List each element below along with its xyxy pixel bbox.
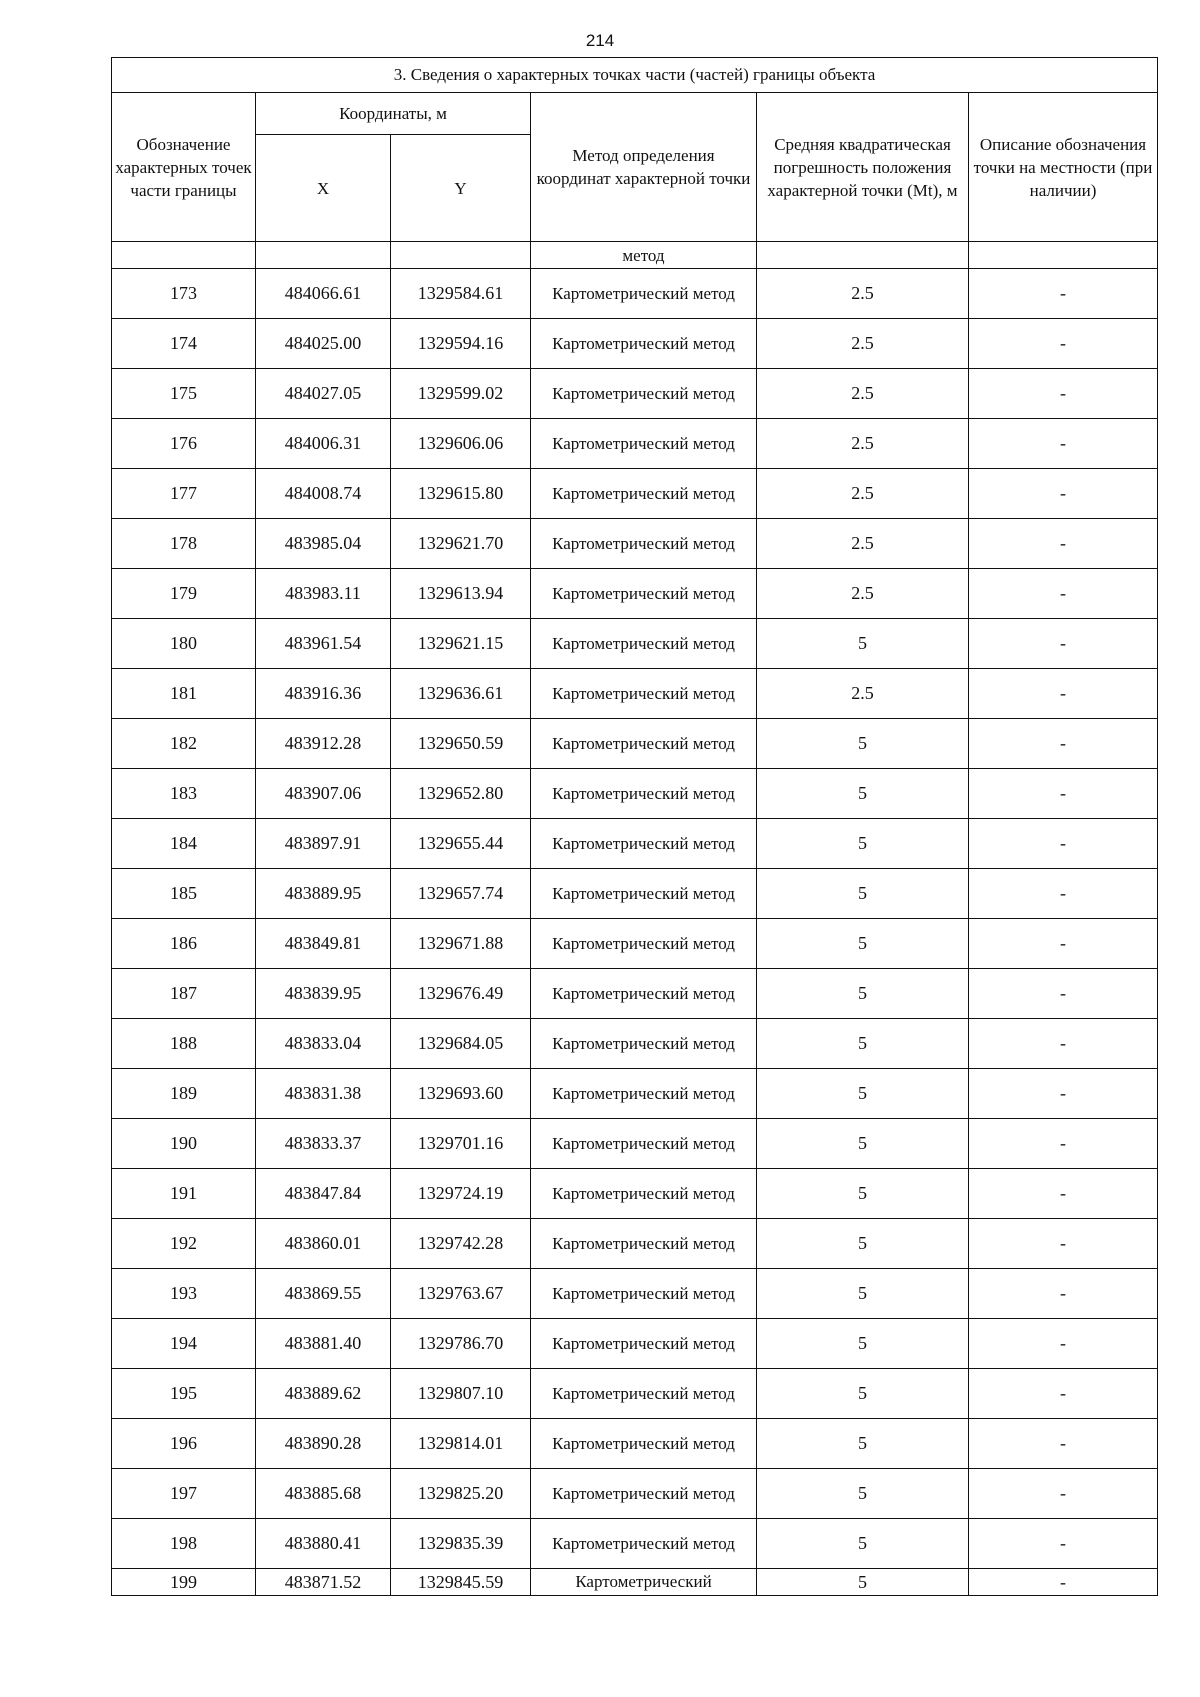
cell-y: 1329676.49 <box>391 969 531 1019</box>
table-row <box>112 1519 1158 1569</box>
cell-point: 179 <box>112 569 256 619</box>
cell-x: 484066.61 <box>256 269 391 319</box>
cell-description: - <box>969 869 1158 919</box>
cell-x: 483871.52 <box>256 1569 391 1596</box>
cell-error: 5 <box>757 619 969 669</box>
cell-description: - <box>969 819 1158 869</box>
cell-error: 5 <box>757 1119 969 1169</box>
cell-y: 1329599.02 <box>391 369 531 419</box>
cell-point: 195 <box>112 1369 256 1419</box>
cell-method: Картометрический метод <box>531 619 757 669</box>
cell-error: 2.5 <box>757 519 969 569</box>
cell-error: 5 <box>757 1469 969 1519</box>
cell-y: 1329615.80 <box>391 469 531 519</box>
header-description: Описание обозначения точки на местности (при наличии) <box>969 93 1158 242</box>
cell-point: 183 <box>112 769 256 819</box>
cell-description: - <box>969 1469 1158 1519</box>
cell-y: 1329814.01 <box>391 1419 531 1469</box>
cell-error: 5 <box>757 1519 969 1569</box>
cell-method: Картометрический метод <box>531 769 757 819</box>
cell-method: Картометрический метод <box>531 369 757 419</box>
cell-point: 192 <box>112 1219 256 1269</box>
table-row <box>112 1569 1158 1596</box>
cell-point: 189 <box>112 1069 256 1119</box>
cell-method: Картометрический <box>531 1569 757 1596</box>
cell-method: Картометрический метод <box>531 1469 757 1519</box>
cell-x: 483839.95 <box>256 969 391 1019</box>
cell-y: 1329835.39 <box>391 1519 531 1569</box>
cell-description: - <box>969 519 1158 569</box>
cell-point <box>112 242 256 269</box>
cell-method: Картометрический метод <box>531 1169 757 1219</box>
table-row <box>112 419 1158 469</box>
cell-x: 484006.31 <box>256 419 391 469</box>
cell-description: - <box>969 1519 1158 1569</box>
cell-y: 1329657.74 <box>391 869 531 919</box>
cell-description: - <box>969 1269 1158 1319</box>
cell-error: 2.5 <box>757 469 969 519</box>
cell-x: 483833.37 <box>256 1119 391 1169</box>
header-method: Метод определения координат характерной точки <box>531 93 757 242</box>
cell-method: Картометрический метод <box>531 1219 757 1269</box>
cell-description: - <box>969 1369 1158 1419</box>
cell-point: 187 <box>112 969 256 1019</box>
cell-point: 185 <box>112 869 256 919</box>
cell-description: - <box>969 1169 1158 1219</box>
cell-y <box>391 242 531 269</box>
cell-error: 5 <box>757 1569 969 1596</box>
cell-point: 193 <box>112 1269 256 1319</box>
cell-point: 199 <box>112 1569 256 1596</box>
cell-y: 1329671.88 <box>391 919 531 969</box>
cell-error: 5 <box>757 1019 969 1069</box>
cell-description: - <box>969 769 1158 819</box>
table-row <box>112 919 1158 969</box>
table-row <box>112 1069 1158 1119</box>
table-row <box>112 1469 1158 1519</box>
table-row <box>112 769 1158 819</box>
cell-method: Картометрический метод <box>531 1119 757 1169</box>
cell-y: 1329621.70 <box>391 519 531 569</box>
table-row <box>112 869 1158 919</box>
table-row <box>112 1169 1158 1219</box>
cell-error: 5 <box>757 819 969 869</box>
cell-y: 1329652.80 <box>391 769 531 819</box>
cell-point: 188 <box>112 1019 256 1069</box>
cell-x: 483889.62 <box>256 1369 391 1419</box>
cell-description: - <box>969 1219 1158 1269</box>
boundary-points-table <box>111 57 1158 1596</box>
cell-error: 5 <box>757 719 969 769</box>
cell-x: 483881.40 <box>256 1319 391 1369</box>
cell-point: 196 <box>112 1419 256 1469</box>
cell-description: - <box>969 569 1158 619</box>
cell-description: - <box>969 969 1158 1019</box>
cell-point: 182 <box>112 719 256 769</box>
cell-method: Картометрический метод <box>531 1519 757 1569</box>
continuation-row <box>112 242 1158 269</box>
cell-method: Картометрический метод <box>531 569 757 619</box>
table-row <box>112 719 1158 769</box>
cell-method: Картометрический метод <box>531 319 757 369</box>
cell-y: 1329807.10 <box>391 1369 531 1419</box>
cell-error: 2.5 <box>757 269 969 319</box>
cell-y: 1329621.15 <box>391 619 531 669</box>
table-row <box>112 1369 1158 1419</box>
cell-y: 1329613.94 <box>391 569 531 619</box>
cell-x: 483849.81 <box>256 919 391 969</box>
cell-description: - <box>969 1569 1158 1596</box>
table-row <box>112 369 1158 419</box>
cell-error: 5 <box>757 1069 969 1119</box>
cell-method: Картометрический метод <box>531 269 757 319</box>
cell-point: 180 <box>112 619 256 669</box>
cell-x: 483983.11 <box>256 569 391 619</box>
cell-x: 483961.54 <box>256 619 391 669</box>
cell-point: 190 <box>112 1119 256 1169</box>
table-row <box>112 269 1158 319</box>
cell-point: 186 <box>112 919 256 969</box>
cell-method: Картометрический метод <box>531 1069 757 1119</box>
section-title: 3. Сведения о характерных точках части (частей) границы объекта <box>112 58 1158 93</box>
page-number: 214 <box>585 31 615 50</box>
cell-method: Картометрический метод <box>531 669 757 719</box>
cell-error <box>757 242 969 269</box>
cell-y: 1329650.59 <box>391 719 531 769</box>
cell-description: - <box>969 319 1158 369</box>
cell-point: 191 <box>112 1169 256 1219</box>
cell-description: - <box>969 369 1158 419</box>
cell-description <box>969 242 1158 269</box>
cell-point: 181 <box>112 669 256 719</box>
cell-x: 483985.04 <box>256 519 391 569</box>
cell-point: 177 <box>112 469 256 519</box>
cell-description: - <box>969 1119 1158 1169</box>
cell-method: Картометрический метод <box>531 1369 757 1419</box>
header-point: Обозначение характерных точек части границы <box>112 93 256 242</box>
cell-y: 1329606.06 <box>391 419 531 469</box>
cell-error: 2.5 <box>757 419 969 469</box>
header-coordinates: Координаты, м <box>256 93 531 135</box>
cell-description: - <box>969 619 1158 669</box>
cell-method: Картометрический метод <box>531 519 757 569</box>
cell-description: - <box>969 1319 1158 1369</box>
cell-error: 5 <box>757 1219 969 1269</box>
cell-description: - <box>969 719 1158 769</box>
cell-point: 175 <box>112 369 256 419</box>
cell-error: 5 <box>757 1319 969 1369</box>
cell-error: 2.5 <box>757 669 969 719</box>
cell-description: - <box>969 669 1158 719</box>
cell-point: 184 <box>112 819 256 869</box>
cell-method: Картометрический метод <box>531 1019 757 1069</box>
cell-error: 2.5 <box>757 369 969 419</box>
cell-x: 483880.41 <box>256 1519 391 1569</box>
cell-x: 483831.38 <box>256 1069 391 1119</box>
table-row <box>112 619 1158 669</box>
table-row <box>112 969 1158 1019</box>
cell-x: 484008.74 <box>256 469 391 519</box>
cell-error: 5 <box>757 1269 969 1319</box>
cell-description: - <box>969 419 1158 469</box>
cell-x: 484025.00 <box>256 319 391 369</box>
cell-x: 483885.68 <box>256 1469 391 1519</box>
cell-description: - <box>969 1069 1158 1119</box>
cell-y: 1329724.19 <box>391 1169 531 1219</box>
table-row <box>112 469 1158 519</box>
table-row <box>112 1419 1158 1469</box>
cell-error: 2.5 <box>757 319 969 369</box>
cell-y: 1329693.60 <box>391 1069 531 1119</box>
cell-y: 1329845.59 <box>391 1569 531 1596</box>
cell-point: 178 <box>112 519 256 569</box>
table-row <box>112 519 1158 569</box>
cell-error: 2.5 <box>757 569 969 619</box>
cell-y: 1329763.67 <box>391 1269 531 1319</box>
cell-x: 483889.95 <box>256 869 391 919</box>
cell-error: 5 <box>757 869 969 919</box>
cell-description: - <box>969 1019 1158 1069</box>
table-row <box>112 319 1158 369</box>
cell-x: 483890.28 <box>256 1419 391 1469</box>
cell-method: Картометрический метод <box>531 419 757 469</box>
cell-x: 483897.91 <box>256 819 391 869</box>
table-row <box>112 1219 1158 1269</box>
cell-method: Картометрический метод <box>531 969 757 1019</box>
cell-point: 198 <box>112 1519 256 1569</box>
cell-x: 483833.04 <box>256 1019 391 1069</box>
cell-error: 5 <box>757 769 969 819</box>
cell-description: - <box>969 1419 1158 1469</box>
cell-error: 5 <box>757 1369 969 1419</box>
table-row <box>112 819 1158 869</box>
cell-point: 197 <box>112 1469 256 1519</box>
cell-error: 5 <box>757 1419 969 1469</box>
cell-point: 173 <box>112 269 256 319</box>
cell-error: 5 <box>757 969 969 1019</box>
cell-method: Картометрический метод <box>531 1269 757 1319</box>
table-row <box>112 569 1158 619</box>
cell-method: Картометрический метод <box>531 869 757 919</box>
header-y: Y <box>391 135 531 242</box>
cell-y: 1329655.44 <box>391 819 531 869</box>
cell-description: - <box>969 919 1158 969</box>
cell-y: 1329584.61 <box>391 269 531 319</box>
cell-y: 1329701.16 <box>391 1119 531 1169</box>
cell-y: 1329742.28 <box>391 1219 531 1269</box>
cell-point: 174 <box>112 319 256 369</box>
cell-x: 483907.06 <box>256 769 391 819</box>
table-row <box>112 1119 1158 1169</box>
table-row <box>112 1319 1158 1369</box>
cell-x: 483869.55 <box>256 1269 391 1319</box>
table-row <box>112 669 1158 719</box>
cell-x: 483847.84 <box>256 1169 391 1219</box>
cell-description: - <box>969 469 1158 519</box>
header-x: X <box>256 135 391 242</box>
header-error: Средняя квадратическая погрешность положения характерной точки (Mt), м <box>757 93 969 242</box>
cell-y: 1329684.05 <box>391 1019 531 1069</box>
cell-method: Картометрический метод <box>531 1319 757 1369</box>
table-row <box>112 1269 1158 1319</box>
cell-method: метод <box>531 242 757 269</box>
cell-method: Картометрический метод <box>531 719 757 769</box>
cell-method: Картометрический метод <box>531 469 757 519</box>
cell-error: 5 <box>757 1169 969 1219</box>
table-row <box>112 1019 1158 1069</box>
cell-y: 1329636.61 <box>391 669 531 719</box>
cell-x <box>256 242 391 269</box>
cell-description: - <box>969 269 1158 319</box>
cell-method: Картометрический метод <box>531 1419 757 1469</box>
cell-x: 484027.05 <box>256 369 391 419</box>
cell-error: 5 <box>757 919 969 969</box>
cell-method: Картометрический метод <box>531 819 757 869</box>
cell-method: Картометрический метод <box>531 919 757 969</box>
cell-y: 1329594.16 <box>391 319 531 369</box>
cell-x: 483860.01 <box>256 1219 391 1269</box>
cell-y: 1329825.20 <box>391 1469 531 1519</box>
cell-x: 483916.36 <box>256 669 391 719</box>
cell-x: 483912.28 <box>256 719 391 769</box>
cell-point: 194 <box>112 1319 256 1369</box>
cell-point: 176 <box>112 419 256 469</box>
cell-y: 1329786.70 <box>391 1319 531 1369</box>
